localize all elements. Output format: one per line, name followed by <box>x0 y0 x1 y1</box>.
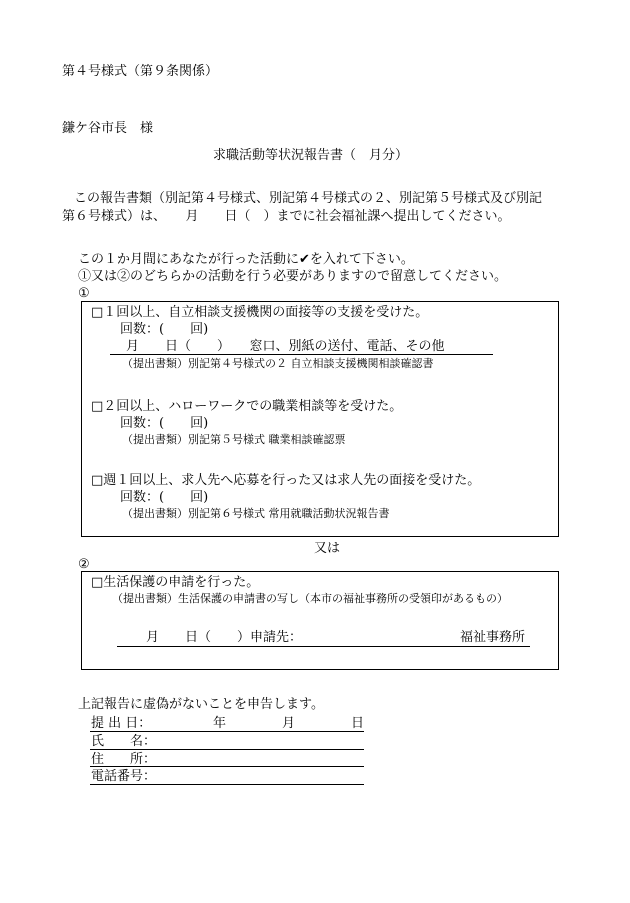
intro-line-1: この報告書類（別記第４号様式、別記第４号様式の２、別記第５号様式及び別記 <box>74 191 543 206</box>
section-2-date-line: 月 日（ ）申請先： <box>146 630 303 645</box>
item-1-checkbox-label[interactable]: □１回以上、自立相談支援機関の面接等の支援を受けた。 <box>91 305 429 320</box>
submission-date-label: 提 出 日： <box>91 716 152 731</box>
item-3-count: 回数：( 回) <box>120 490 209 505</box>
phone-label: 電話番号： <box>91 769 157 784</box>
item-2-checkbox-label[interactable]: □２回以上、ハローワークでの職業相談等を受けた。 <box>91 399 403 414</box>
section-2-office: 福祉事務所 <box>460 630 526 645</box>
addressee: 鎌ケ谷市長 様 <box>62 121 154 136</box>
item-3-document: （提出書類）別記第６号様式 常用就職活動状況報告書 <box>122 507 390 520</box>
or-text: 又は <box>314 541 341 556</box>
submission-day: 日 <box>351 716 365 731</box>
item-1-document: （提出書類）別記第４号様式の２ 自立相談支援機関相談確認書 <box>122 357 434 370</box>
name-field[interactable] <box>90 749 364 750</box>
form-number: 第４号様式（第９条関係） <box>62 64 219 79</box>
item-2-count: 回数：( 回) <box>120 416 209 431</box>
submission-year: 年 <box>213 716 227 731</box>
section-2-checkbox-label[interactable]: □生活保護の申請を行った。 <box>91 575 260 590</box>
section-1-box <box>81 301 559 537</box>
item-2-document: （提出書類）別記第５号様式 職業相談確認票 <box>122 433 346 446</box>
address-label: 住 所： <box>91 752 157 767</box>
section-2-document: （提出書類）生活保護の申請書の写し（本市の福祉事務所の受領印があるもの） <box>112 592 508 605</box>
intro-line-2: 第６号様式）は、 月 日（ ）までに社会福祉課へ提出してください。 <box>62 209 511 224</box>
address-field[interactable] <box>90 766 364 767</box>
instruction-line-1: この１か月間にあなたが行った活動に✔を入れて下さい。 <box>78 252 414 267</box>
section-2-underline <box>117 646 530 647</box>
declaration-statement: 上記報告に虚偽がないことを申告します。 <box>78 697 324 712</box>
item-1-date-line: 月 日（ ） 窓口、別紙の送付、電話、その他 <box>126 339 445 354</box>
instruction-line-2: ①又は②のどちらかの活動を行う必要がありますので留意してください。 <box>78 269 508 284</box>
item-3-checkbox-label[interactable]: □週１回以上、求人先へ応募を行った又は求人先の面接を受けた。 <box>91 473 481 488</box>
item-1-date-underline <box>110 354 493 355</box>
page-title: 求職活動等状況報告書（ 月分） <box>213 148 409 163</box>
section-1-marker: ① <box>78 286 90 301</box>
submission-month: 月 <box>282 716 296 731</box>
section-2-box <box>81 571 559 670</box>
phone-field[interactable] <box>90 784 364 785</box>
section-2-marker: ② <box>78 557 90 572</box>
item-1-count: 回数：( 回) <box>120 322 209 337</box>
submission-date-field[interactable] <box>90 731 364 732</box>
name-label: 氏 名： <box>91 734 157 749</box>
